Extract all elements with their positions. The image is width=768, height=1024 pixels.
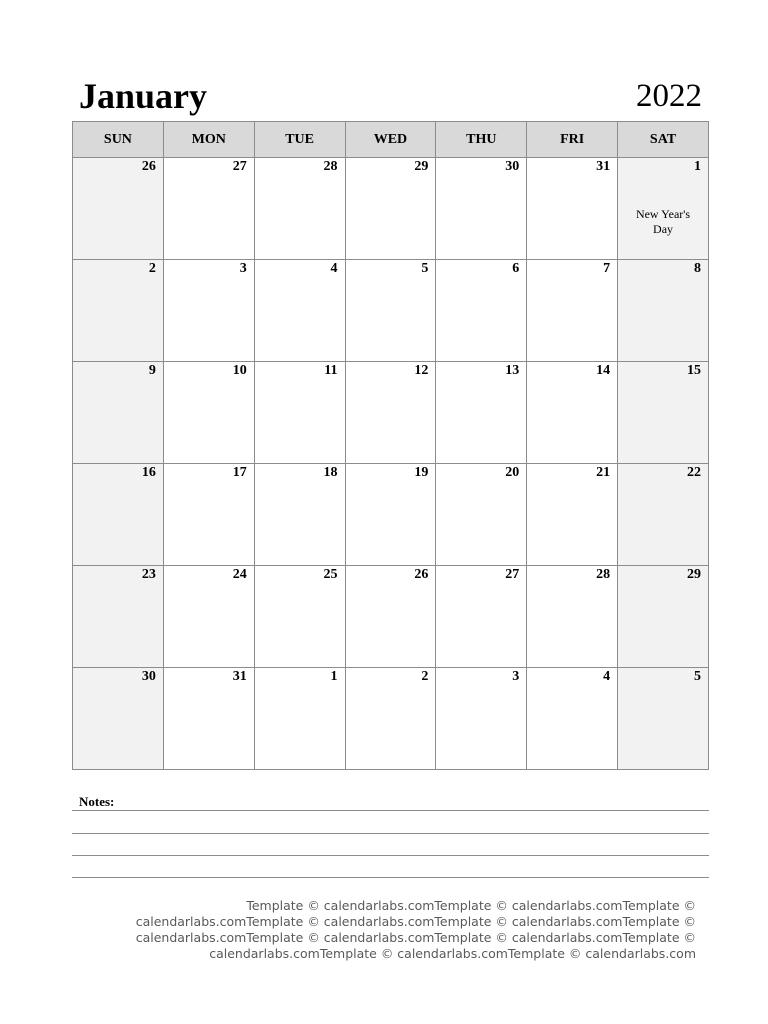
holiday-label: New Year's Day bbox=[635, 207, 691, 236]
day-cell[interactable] bbox=[527, 362, 618, 464]
day-number: 10 bbox=[232, 363, 247, 378]
day-cell[interactable] bbox=[436, 260, 527, 362]
day-cell[interactable] bbox=[254, 260, 345, 362]
day-cell[interactable] bbox=[163, 362, 254, 464]
day-number: 15 bbox=[687, 363, 701, 378]
year-title: 2022 bbox=[636, 78, 702, 114]
weekday-header: WED bbox=[345, 122, 436, 158]
day-cell[interactable] bbox=[73, 260, 164, 362]
day-number: 31 bbox=[596, 159, 611, 174]
day-number: 26 bbox=[141, 159, 156, 174]
day-number: 5 bbox=[421, 261, 429, 276]
day-cell[interactable] bbox=[436, 464, 527, 566]
day-number: 3 bbox=[512, 669, 520, 684]
day-number: 31 bbox=[232, 669, 247, 684]
day-number: 26 bbox=[414, 567, 429, 582]
day-cell[interactable] bbox=[254, 362, 345, 464]
weekday-header: MON bbox=[163, 122, 254, 158]
day-number: 12 bbox=[414, 363, 429, 378]
day-number: 27 bbox=[505, 567, 520, 582]
day-cell[interactable] bbox=[618, 668, 709, 770]
day-cell[interactable] bbox=[527, 260, 618, 362]
day-number: 24 bbox=[232, 567, 247, 582]
weekday-header: TUE bbox=[254, 122, 345, 158]
day-number: 28 bbox=[596, 567, 611, 582]
day-cell[interactable] bbox=[73, 566, 164, 668]
day-cell[interactable] bbox=[163, 260, 254, 362]
week-row bbox=[73, 260, 709, 362]
weekday-header: SUN bbox=[73, 122, 164, 158]
day-cell[interactable] bbox=[73, 158, 164, 260]
day-cell[interactable] bbox=[527, 464, 618, 566]
day-cell[interactable] bbox=[163, 668, 254, 770]
week-row bbox=[73, 362, 709, 464]
day-number: 17 bbox=[232, 465, 247, 480]
day-number: 4 bbox=[330, 261, 338, 276]
day-cell[interactable] bbox=[345, 260, 436, 362]
day-number: 23 bbox=[141, 567, 156, 582]
day-number: 27 bbox=[232, 159, 247, 174]
day-number: 28 bbox=[323, 159, 338, 174]
day-cell[interactable] bbox=[527, 668, 618, 770]
day-cell[interactable] bbox=[345, 464, 436, 566]
week-row bbox=[73, 668, 709, 770]
calendar-grid bbox=[72, 121, 709, 770]
day-number: 4 bbox=[603, 669, 611, 684]
day-number: 1 bbox=[694, 159, 701, 174]
day-cell[interactable] bbox=[345, 158, 436, 260]
day-number: 22 bbox=[687, 465, 701, 480]
day-cell[interactable] bbox=[254, 158, 345, 260]
day-cell[interactable] bbox=[436, 158, 527, 260]
day-number: 30 bbox=[505, 159, 520, 174]
notes-label: Notes: bbox=[79, 794, 115, 809]
day-cell[interactable] bbox=[163, 158, 254, 260]
day-cell[interactable] bbox=[618, 260, 709, 362]
day-cell[interactable] bbox=[163, 464, 254, 566]
day-number: 9 bbox=[148, 363, 156, 378]
day-number: 14 bbox=[596, 363, 611, 378]
day-number: 18 bbox=[323, 465, 338, 480]
day-cell[interactable] bbox=[618, 566, 709, 668]
day-number: 2 bbox=[421, 669, 429, 684]
day-cell[interactable] bbox=[436, 566, 527, 668]
day-cell[interactable] bbox=[254, 566, 345, 668]
day-number: 13 bbox=[505, 363, 520, 378]
day-number: 8 bbox=[694, 261, 701, 276]
week-row bbox=[73, 158, 709, 260]
notes-line bbox=[72, 855, 709, 856]
notes-line bbox=[72, 810, 709, 811]
notes-line bbox=[72, 833, 709, 834]
day-number: 29 bbox=[687, 567, 701, 582]
month-title: January bbox=[79, 76, 208, 116]
day-cell[interactable] bbox=[527, 566, 618, 668]
day-cell[interactable] bbox=[345, 566, 436, 668]
day-cell[interactable] bbox=[345, 362, 436, 464]
day-number: 11 bbox=[324, 363, 338, 378]
day-number: 20 bbox=[505, 465, 520, 480]
week-row bbox=[73, 566, 709, 668]
day-cell[interactable] bbox=[618, 464, 709, 566]
weekday-header: THU bbox=[436, 122, 527, 158]
notes-line bbox=[72, 877, 709, 878]
day-cell[interactable] bbox=[436, 362, 527, 464]
day-number: 30 bbox=[141, 669, 156, 684]
weekday-header: SAT bbox=[618, 122, 709, 158]
day-number: 3 bbox=[239, 261, 247, 276]
weekday-header-row bbox=[73, 122, 709, 158]
day-cell[interactable] bbox=[618, 158, 709, 260]
day-cell[interactable] bbox=[163, 566, 254, 668]
day-cell[interactable] bbox=[436, 668, 527, 770]
day-cell[interactable] bbox=[73, 668, 164, 770]
day-cell[interactable] bbox=[345, 668, 436, 770]
day-number: 2 bbox=[148, 261, 156, 276]
day-cell[interactable] bbox=[73, 464, 164, 566]
day-number: 16 bbox=[141, 465, 156, 480]
day-cell[interactable] bbox=[618, 362, 709, 464]
day-number: 7 bbox=[603, 261, 611, 276]
weekday-header: FRI bbox=[527, 122, 618, 158]
day-number: 21 bbox=[596, 465, 611, 480]
week-row bbox=[73, 464, 709, 566]
day-cell[interactable] bbox=[254, 668, 345, 770]
day-number: 29 bbox=[414, 159, 429, 174]
day-cell[interactable] bbox=[254, 464, 345, 566]
day-cell[interactable] bbox=[73, 362, 164, 464]
day-number: 6 bbox=[512, 261, 520, 276]
day-number: 1 bbox=[330, 669, 338, 684]
day-number: 19 bbox=[414, 465, 429, 480]
day-cell[interactable] bbox=[527, 158, 618, 260]
day-number: 5 bbox=[694, 669, 701, 684]
day-number: 25 bbox=[323, 567, 338, 582]
footer-copyright: Template © calendarlabs.comTemplate © calendarlabs.comTemplate © calendarlabs.comTemplate © calendarlabs.comTemplate © calendarlabs.comTemplate © calendarlabs.comTemplate © calendarlabs.comTemplate © calendarlabs.comTemplate © calendarlabs.comTemplate © calendarlabs.comTemplate © calendarlabs.com bbox=[135, 898, 696, 961]
